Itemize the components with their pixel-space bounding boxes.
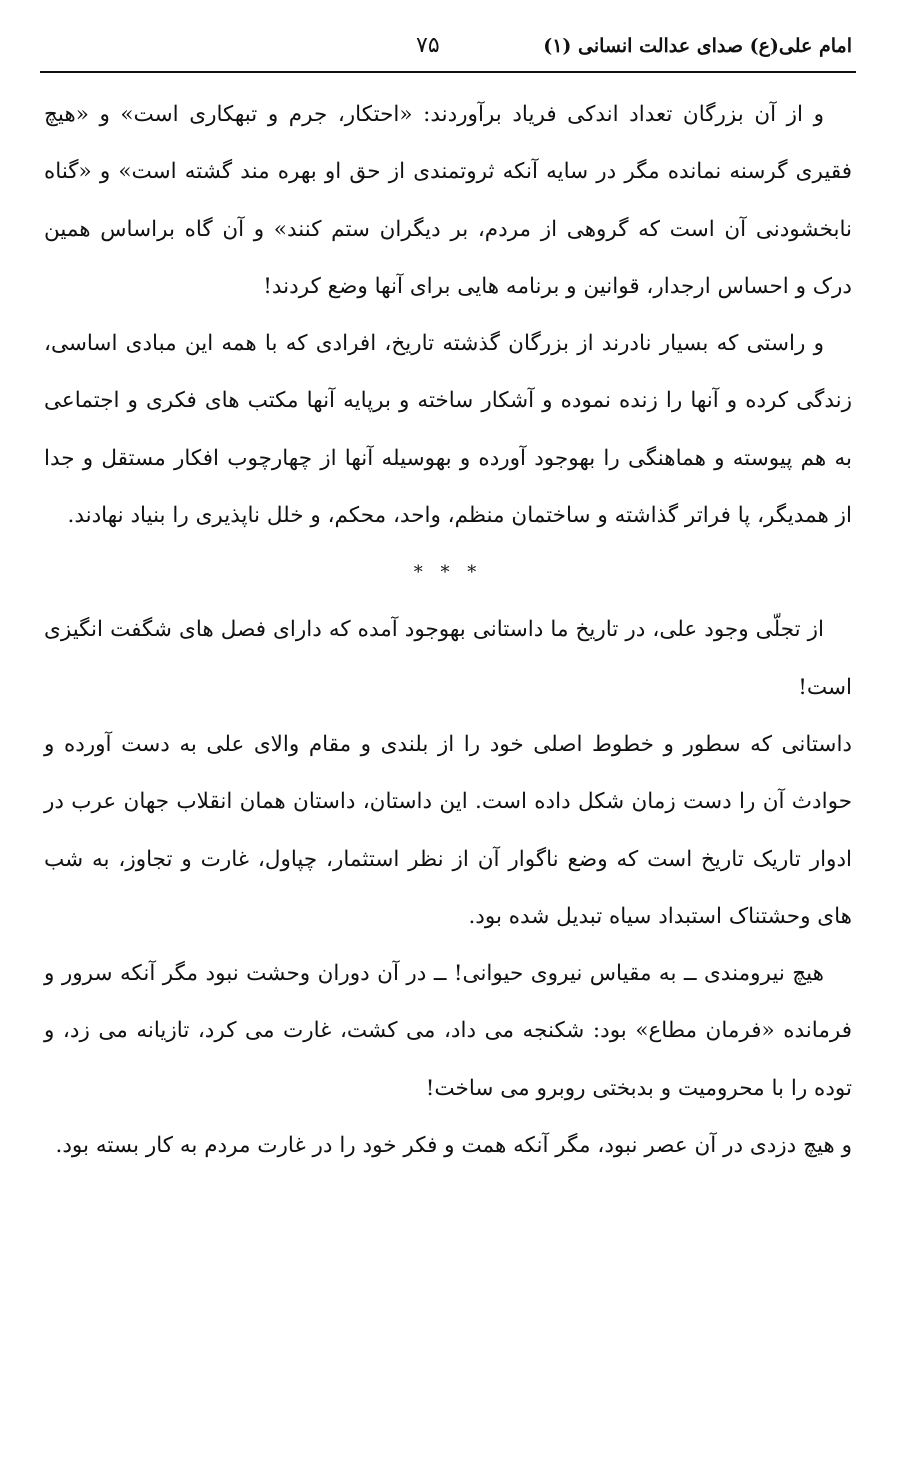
paragraph: و از آن بزرگان تعداد اندکی فریاد برآوردند: «احتکار، جرم و تبهکاری است» و «هیچ فقیری گرسنه نمانده مگر در سایه آنکه ثروتمندی از حق او بهره مند گشته است» و «گناه نابخشودنی آن است که گروهی از مردم، بر دیگران ستم کنند» و آن گاه براساس همین درک و احساس ارجدار، قوانین و برنامه هایی برای آنها وضع کردند!	[44, 102, 852, 299]
body-text	[44, 86, 852, 1174]
page-number: ۷۵	[416, 33, 440, 58]
paragraph: داستانی که سطور و خطوط اصلی خود را از بلندی و مقام والای علی به دست آورده و حوادث آن را دست زمان شکل داده است. این داستان، داستان همان انقلاب جهان عرب در ادوار تاریک تاریخ است که وضع ناگوار آن از نظر استثمار، چپاول، غارت و تجاوز، به شب های وحشتناک استبداد سیاه تبدیل شده بود.	[44, 731, 852, 929]
book-page	[44, 0, 852, 1479]
paragraph: و راستی که بسیار نادرند از بزرگان گذشته تاریخ، افرادی که با همه این مبادی اساسی، زندگی کرده و آنها را زنده نموده و آشکار ساخته و برپایه آنها مکتب های فکری و اجتماعی به هم پیوسته و هماهنگی را بهوجود آورده و بهوسیله آنها از چهارچوب افکار مستقل و جدا از همدیگر، پا فراتر گذاشته و ساختمان منظم، واحد، محکم، و خلل ناپذیری را بنیاد نهادند.	[44, 331, 852, 529]
paragraph: و هیچ دزدی در آن عصر نبود، مگر آنکه همت و فکر خود را در غارت مردم به کار بسته بود.	[55, 1133, 852, 1159]
running-title: امام علی(ع) صدای عدالت انسانی (۱)	[543, 35, 852, 57]
paragraph: هیچ نیرومندی ــ به مقیاس نیروی حیوانی! ــ در آن دوران وحشت نبود مگر آنکه سرور و فرمانده «فرمان مطاع» بود: شکنجه می داد، می کشت، غارت می کرد، تازیانه می زد، و توده را با محرومیت و بدبختی روبرو می ساخت!	[44, 961, 852, 1101]
paragraph: از تجلّی وجود علی، در تاریخ ما داستانی بهوجود آمده که دارای فصل های شگفت انگیزی است!	[44, 617, 852, 700]
header-divider	[40, 71, 856, 73]
section-separator: * * *	[413, 562, 483, 584]
page-header	[44, 33, 852, 69]
